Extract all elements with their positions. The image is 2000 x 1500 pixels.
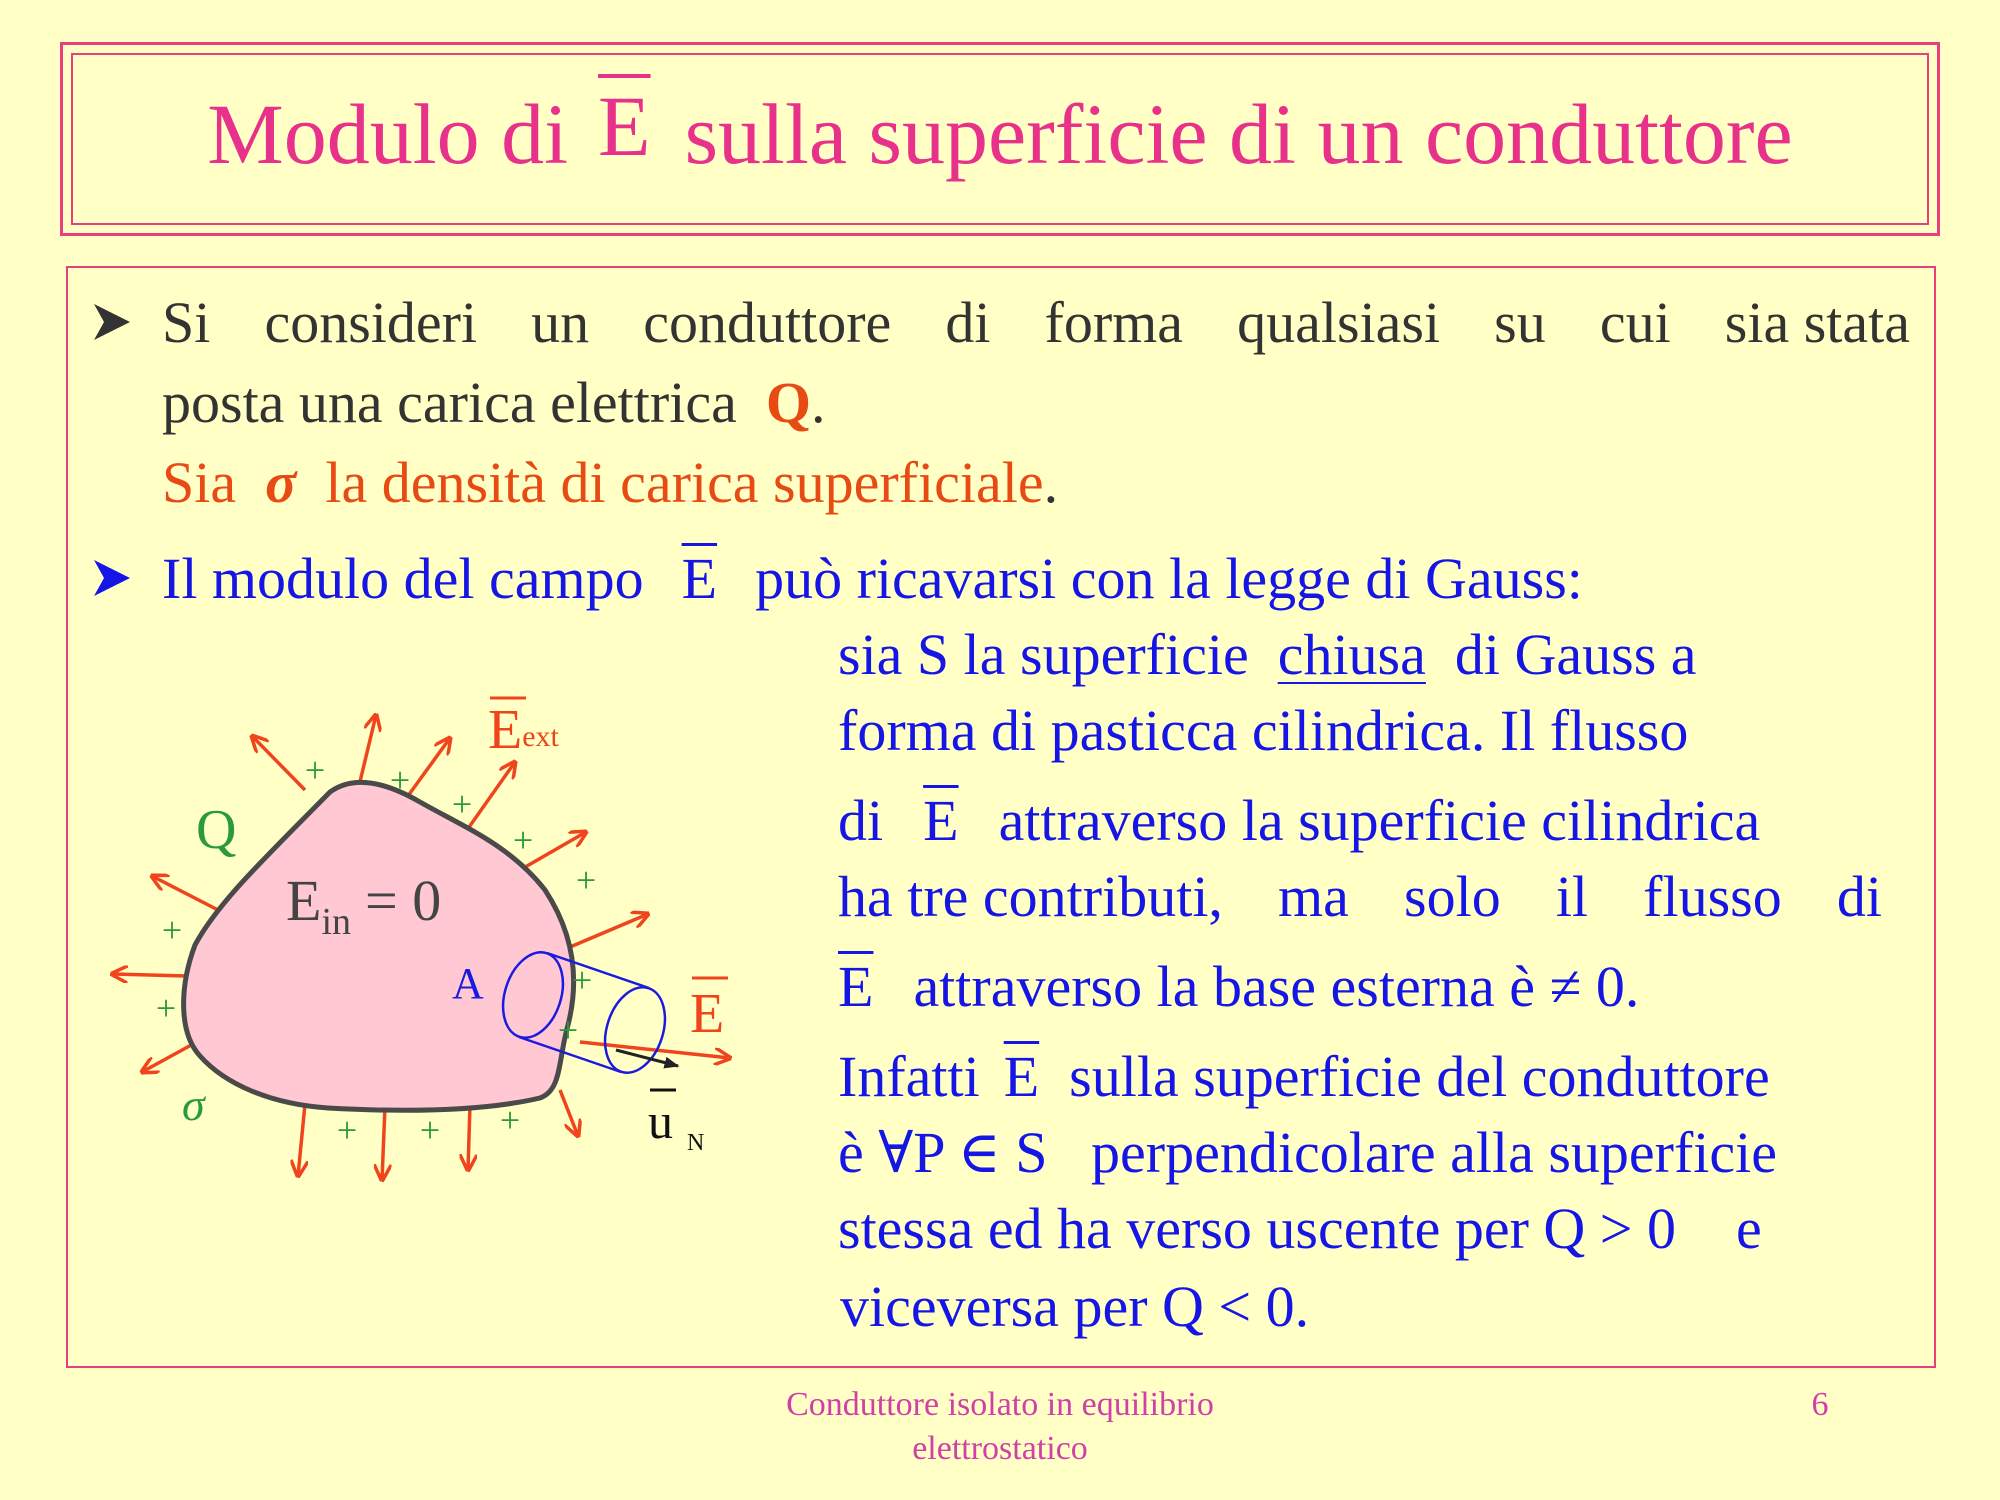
footer-line2: elettrostatico [912,1430,1088,1468]
conductor-diagram [100,680,760,1200]
e-ext-label [488,699,560,761]
word: Si [162,290,211,355]
word: solo [1404,864,1501,929]
plus-sign: + [571,960,593,1000]
e-vector-label: E [690,983,725,1045]
plus-sign: + [575,860,597,900]
field-arrow [467,762,515,830]
arrowhead-bullet-icon [90,556,134,600]
plus-sign: + [557,1010,579,1050]
line3-sia: Sia [162,450,237,515]
charge-q: Q [765,370,811,435]
charge-label-q: Q [196,799,237,861]
line3-period: . [1043,450,1059,515]
bullet1-line3 [162,450,1059,515]
chiusa-underlined: chiusa [1277,622,1426,687]
l7-pre: è ∀P ∈ S [838,1120,1048,1185]
lead-post: può ricavarsi con la legge di Gauss: [755,546,1583,611]
explanation-line7 [838,1120,1777,1185]
line2-period: . [810,370,826,435]
explanation-line3 [838,788,1761,853]
field-arrow [358,715,376,790]
plus-sign: + [161,910,183,950]
explanation-line8 [838,1196,1762,1261]
sigma-label: σ [182,1079,205,1130]
field-arrow [112,974,186,976]
footer-caption [700,1383,1300,1471]
bullet1-line1 [162,290,1910,355]
l6-pre: Infatti [838,1044,980,1109]
field-arrow [252,736,305,790]
plus-sign: + [451,784,473,824]
word: flusso [1643,864,1782,929]
title-box [60,42,1940,236]
explanation-line5 [838,954,1640,1019]
l6-post: sulla superficie del conduttore [1069,1044,1770,1109]
area-label-a: A [452,959,484,1008]
e-in-main: E [286,868,322,933]
field-arrow [405,738,450,800]
bullet1-line2 [162,370,826,435]
plus-sign: + [336,1110,358,1150]
plus-sign: + [512,820,534,860]
field-arrow [298,1104,305,1176]
word: il [1555,864,1589,929]
word: un [531,290,590,355]
bullet2-lead [162,546,1583,611]
word: di [1836,864,1882,929]
word: ha tre contributi, [838,864,1223,929]
explanation-line9: viceversa per Q < 0. [840,1274,1310,1339]
line2-text: posta una carica elettrica [162,370,737,435]
explanation-line4 [838,864,1882,929]
vector-e: $\overline{E}$ [681,546,718,611]
field-arrow [152,876,218,910]
explanation-line1 [838,622,1697,687]
word: di [945,290,991,355]
word: su [1494,290,1546,355]
l7-post: perpendicolare alla superficie [1091,1120,1777,1185]
e-in-equals-zero: = 0 [365,868,442,933]
e-in-subscript: in [321,901,351,943]
vector-e: $\overline{E}$ [838,954,874,1019]
l1-pre: sia S la superficie [838,622,1249,687]
explanation-line6 [838,1044,1770,1109]
word: ma [1278,864,1349,929]
plus-sign: + [419,1110,441,1150]
un-subscript: N [687,1130,705,1156]
unit-normal-label [648,1093,704,1156]
e-ext-subscript: ext [522,720,559,753]
field-arrow [382,1106,385,1180]
slide-title [63,78,1937,182]
l3-post: attraverso la superficie cilindrica [998,788,1761,853]
title-text-post: sulla superficie di un conduttore [684,86,1793,182]
un-main: u [648,1093,673,1149]
word: sia stata [1724,290,1910,355]
vector-e: $\overline{E}$ [923,788,959,853]
explanation-line2: forma di pasticca cilindrica. Il flusso [838,698,1689,763]
l1-post: di Gauss a [1454,622,1697,687]
line3-text: la densità di carica superficiale [325,450,1044,515]
word: qualsiasi [1237,290,1441,355]
l3-pre: di [838,788,884,853]
e-ext-main: E [488,699,523,761]
l5-post: attraverso la base esterna è ≠ 0. [913,954,1640,1019]
plus-sign: + [389,760,411,800]
vector-e: $\overline{E}$ [1003,1044,1040,1109]
title-vector-e: $\overline{E}$ [598,78,651,174]
arrowhead-bullet-icon [90,300,134,344]
lead-pre: Il modulo del campo [162,546,644,611]
page-number: 6 [1811,1386,1829,1423]
l8-post: e [1736,1196,1762,1261]
word: consideri [264,290,478,355]
title-text-pre: Modulo di [207,86,569,182]
plus-sign: + [155,988,177,1028]
field-arrow [468,1104,470,1170]
word: cui [1599,290,1671,355]
l8-pre: stessa ed ha verso uscente per Q > 0 [838,1196,1676,1261]
word: forma [1044,290,1184,355]
sigma-symbol: σ [265,450,297,515]
field-arrow [560,1090,578,1136]
word: conduttore [643,290,892,355]
plus-sign: + [304,750,326,790]
footer-line1: Conduttore isolato in equilibrio [786,1386,1214,1423]
field-arrow [563,914,648,950]
plus-sign: + [499,1100,521,1140]
